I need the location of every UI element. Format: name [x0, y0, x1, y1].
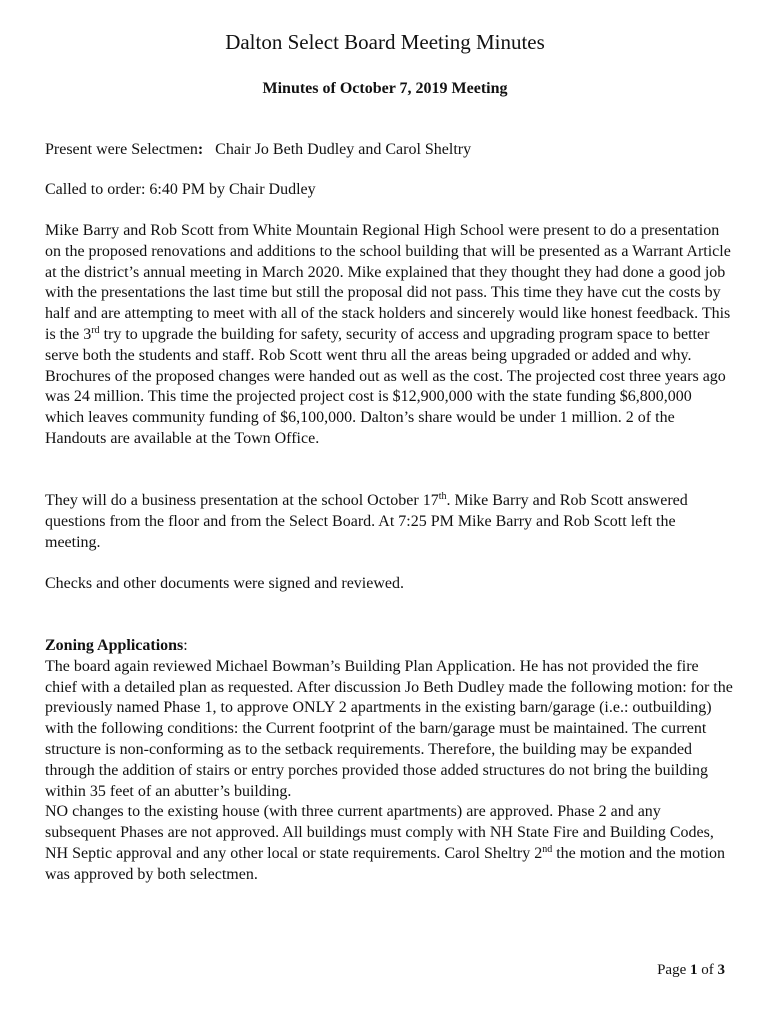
document-title: Dalton Select Board Meeting Minutes: [225, 30, 545, 54]
zoning-heading-line: [45, 636, 733, 657]
presentation-ordinal-superscript: rd: [91, 324, 100, 336]
zoning-ordinal-superscript: nd: [542, 843, 553, 855]
current-page-number: 1: [690, 962, 698, 978]
page-word: Page: [657, 962, 690, 978]
presentation-text-part2: try to upgrade the building for safety, security of access and upgrading program space to better serve both the students and staff. Rob Scott went thru all the areas being upgraded or added and why. Brochures of the proposed changes were handed out as well as the cost. The projected cost three years ago was 24 million. This time the projected project cost is $12,900,000 with the state funding $6,800,000 which leaves community funding of $6,100,000. Dalton’s share would be under 1 million. 2 of the Handouts are available at the Town Office.: [45, 325, 726, 447]
zoning-heading-colon: :: [183, 637, 188, 654]
call-to-order-paragraph: Called to order: 6:40 PM by Chair Dudley: [45, 181, 316, 198]
zoning-section: [45, 636, 733, 886]
attendance-paragraph: [45, 140, 733, 161]
checks-paragraph: Checks and other documents were signed and reviewed.: [45, 575, 404, 592]
of-word: of: [697, 962, 718, 978]
total-page-count: 3: [717, 962, 725, 978]
zoning-paragraph-1: The board again reviewed Michael Bowman’s Building Plan Application. He has not provided the fire chief with a detailed plan as requested. After discussion Jo Beth Dudley made the following motion: for the previously named Phase 1, to approve ONLY 2 apartments in the existing barn/garage (i.e.: outbuilding) with the following conditions: the Current footprint of the barn/garage must be maintained. The current structure is non-conforming as to the setback requirements. Therefore, the building may be expanded through the addition of stairs or entry porches provided those added structures do not bring the building within 35 feet of an abutter’s building.: [45, 657, 733, 800]
presentation-text-part1: Mike Barry and Rob Scott from White Mountain Regional High School were present to do a presentation on the proposed renovations and additions to the school building that will be presented as a Warrant Article at the district’s annual meeting in March 2020. Mike explained that they thought they had done a good job with the presentations the last time but still the proposal did not pass. This time they have cut the costs by half and are attempting to meet with all of the stack holders and sincerely would like honest feedback. This is the 3: [45, 222, 731, 343]
present-names: Chair Jo Beth Dudley and Carol Sheltry: [215, 141, 472, 158]
zoning-heading: Zoning Applications: [45, 637, 184, 654]
zoning-paragraph-2: [45, 802, 733, 885]
present-colon: :: [197, 141, 204, 158]
zoning-paragraph-2-part1: NO changes to the existing house (with three current apartments) are approved. Phase 2 and any subsequent Phases are not approved. All buildings must comply with NH State Fire and Building Codes, NH Septic approval and any other local or state requirements. Carol Sheltry 2: [45, 803, 714, 862]
business-presentation-ordinal-superscript: th: [438, 491, 447, 502]
document-subtitle: Minutes of October 7, 2019 Meeting: [262, 80, 508, 97]
business-presentation-part1: They will do a business presentation at the school October 17: [45, 492, 439, 509]
page-number-footer: [657, 960, 725, 980]
zoning-paragraph-2-part2: the motion and the motion was approved by both selectmen.: [45, 844, 726, 883]
business-presentation-part2: . Mike Barry and Rob Scott answered questions from the floor and from the Select Board. At 7:25 PM Mike Barry and Rob Scott left the meeting.: [45, 492, 688, 551]
present-label: Present were Selectmen: [45, 141, 198, 158]
business-presentation-paragraph: [45, 491, 733, 553]
presentation-paragraph: [45, 221, 733, 450]
